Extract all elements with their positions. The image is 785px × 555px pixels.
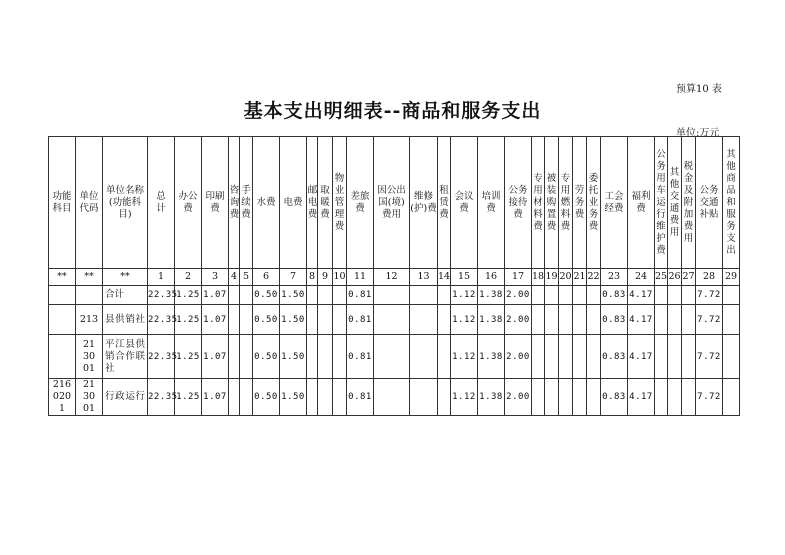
unit-label: 单位:万元: [676, 128, 720, 139]
table-cell: 1.50: [280, 286, 307, 305]
index-cell: 22: [587, 269, 601, 286]
index-cell: 21: [573, 269, 587, 286]
table-cell: 1.12: [451, 305, 478, 335]
table-cell: [240, 335, 253, 379]
header-cell: 电费: [280, 137, 307, 269]
header-cell: 劳务费: [573, 137, 587, 269]
table-cell: [545, 305, 559, 335]
table-cell: 1.07: [202, 286, 229, 305]
index-cell: 28: [696, 269, 723, 286]
table-cell: [318, 379, 333, 416]
header-cell: 水费: [253, 137, 280, 269]
header-cell: 培训费: [478, 137, 505, 269]
table-cell: 22.35: [148, 379, 175, 416]
index-cell: 1: [148, 269, 175, 286]
table-row: [49, 286, 740, 305]
table-cell: 0.81: [347, 305, 374, 335]
table-cell: [587, 379, 601, 416]
table-cell: [545, 335, 559, 379]
table-cell: [573, 286, 587, 305]
index-cell: 16: [478, 269, 505, 286]
table-cell: [668, 305, 682, 335]
table-cell: [655, 305, 668, 335]
table-cell: [682, 379, 696, 416]
index-cell: 23: [601, 269, 628, 286]
table-cell: 213001: [76, 335, 103, 379]
index-cell: 8: [307, 269, 318, 286]
table-cell: [333, 286, 347, 305]
table-cell: 4.17: [628, 286, 655, 305]
table-cell: 行政运行: [103, 379, 148, 416]
index-cell: **: [76, 269, 103, 286]
header-cell: 邮电费: [307, 137, 318, 269]
table-cell: [532, 286, 545, 305]
table-cell: 1.25: [175, 335, 202, 379]
table-cell: [438, 379, 451, 416]
header-cell: 取暖费: [318, 137, 333, 269]
table-cell: 1.38: [478, 379, 505, 416]
table-cell: 0.81: [347, 379, 374, 416]
table-row: [49, 379, 740, 416]
table-cell: 1.38: [478, 286, 505, 305]
table-cell: [76, 286, 103, 305]
table-cell: [545, 286, 559, 305]
header-cell: 福利费: [628, 137, 655, 269]
table-cell: [438, 286, 451, 305]
header-cell: 委托业务费: [587, 137, 601, 269]
table-cell: [573, 305, 587, 335]
table-cell: [318, 305, 333, 335]
table-cell: 0.50: [253, 305, 280, 335]
table-row: [49, 335, 740, 379]
table-cell: 1.50: [280, 305, 307, 335]
table-cell: [682, 335, 696, 379]
table-cell: [307, 335, 318, 379]
table-cell: [587, 335, 601, 379]
table-cell: [723, 379, 740, 416]
table-cell: [333, 335, 347, 379]
table-cell: 4.17: [628, 379, 655, 416]
header-cell: 印刷费: [202, 137, 229, 269]
table-cell: 1.38: [478, 335, 505, 379]
header-cell: 维修(护)费: [410, 137, 438, 269]
table-cell: [229, 286, 240, 305]
table-cell: [559, 379, 573, 416]
table-cell: [374, 286, 410, 305]
table-cell: 7.72: [696, 379, 723, 416]
header-cell: 单位代码: [76, 137, 103, 269]
index-cell: 17: [505, 269, 532, 286]
table-cell: 22.35: [148, 286, 175, 305]
table-cell: 1.07: [202, 335, 229, 379]
index-cell: 25: [655, 269, 668, 286]
index-cell: 2: [175, 269, 202, 286]
table-cell: 2.00: [505, 379, 532, 416]
header-cell: 手续费: [240, 137, 253, 269]
table-cell: [229, 305, 240, 335]
table-cell: 合计: [103, 286, 148, 305]
table-cell: [229, 335, 240, 379]
header-cell: 因公出国(境)费用: [374, 137, 410, 269]
index-cell: 9: [318, 269, 333, 286]
table-cell: 0.50: [253, 335, 280, 379]
table-cell: 1.50: [280, 379, 307, 416]
table-cell: [374, 305, 410, 335]
table-cell: [410, 286, 438, 305]
table-cell: 4.17: [628, 305, 655, 335]
table-cell: [655, 335, 668, 379]
table-cell: [682, 286, 696, 305]
header-row: [49, 137, 740, 269]
table-cell: [545, 379, 559, 416]
table-cell: [307, 286, 318, 305]
table-cell: [240, 379, 253, 416]
table-cell: [668, 286, 682, 305]
table-cell: [559, 335, 573, 379]
header-cell: 功能科目: [49, 137, 76, 269]
table-cell: 1.12: [451, 335, 478, 379]
table-cell: [655, 286, 668, 305]
header-cell: 其他交通费用: [668, 137, 682, 269]
index-cell: 12: [374, 269, 410, 286]
header-cell: 单位名称(功能科目): [103, 137, 148, 269]
table-cell: [723, 335, 740, 379]
header-cell: 公务接待费: [505, 137, 532, 269]
table-cell: [333, 305, 347, 335]
table-cell: [333, 379, 347, 416]
header-cell: 公务用车运行维护费: [655, 137, 668, 269]
table-cell: [307, 379, 318, 416]
page-title: 基本支出明细表--商品和服务支出: [243, 100, 542, 122]
index-cell: 4: [229, 269, 240, 286]
table-cell: 1.12: [451, 286, 478, 305]
table-cell: 1.12: [451, 379, 478, 416]
table-cell: [573, 379, 587, 416]
index-cell: 7: [280, 269, 307, 286]
expense-table: [48, 136, 740, 416]
index-cell: 27: [682, 269, 696, 286]
table-cell: 1.07: [202, 305, 229, 335]
table-cell: [532, 335, 545, 379]
index-cell: 18: [532, 269, 545, 286]
table-cell: 1.25: [175, 305, 202, 335]
table-cell: [318, 335, 333, 379]
table-cell: 0.81: [347, 335, 374, 379]
table-cell: 2.00: [505, 286, 532, 305]
table-cell: 7.72: [696, 286, 723, 305]
table-cell: 0.83: [601, 286, 628, 305]
header-cell: 租赁费: [438, 137, 451, 269]
table-cell: 1.07: [202, 379, 229, 416]
table-cell: [559, 305, 573, 335]
table-cell: 0.83: [601, 335, 628, 379]
header-cell: 公务交通补贴: [696, 137, 723, 269]
table-cell: 0.83: [601, 379, 628, 416]
table-cell: [655, 379, 668, 416]
table-cell: 0.50: [253, 286, 280, 305]
header-cell: 咨询费: [229, 137, 240, 269]
table-cell: 213001: [76, 379, 103, 416]
header-cell: 总计: [148, 137, 175, 269]
table-cell: [318, 286, 333, 305]
table-cell: [374, 379, 410, 416]
table-cell: 0.50: [253, 379, 280, 416]
index-cell: 14: [438, 269, 451, 286]
table-cell: [49, 286, 76, 305]
index-cell: 5: [240, 269, 253, 286]
table-cell: [49, 305, 76, 335]
header-cell: 差旅费: [347, 137, 374, 269]
table-cell: [532, 379, 545, 416]
index-cell: 15: [451, 269, 478, 286]
index-cell: 13: [410, 269, 438, 286]
table-cell: 2.00: [505, 335, 532, 379]
table-cell: 7.72: [696, 305, 723, 335]
index-cell: 6: [253, 269, 280, 286]
header-cell: 工会经费: [601, 137, 628, 269]
table-cell: 1.50: [280, 335, 307, 379]
header-cell: 物业管理费: [333, 137, 347, 269]
index-cell: **: [103, 269, 148, 286]
index-cell: 3: [202, 269, 229, 286]
table-cell: [723, 286, 740, 305]
table-cell: 7.72: [696, 335, 723, 379]
table-cell: 平江县供销合作联社: [103, 335, 148, 379]
index-cell: 10: [333, 269, 347, 286]
table-cell: 2.00: [505, 305, 532, 335]
header-cell: 会议费: [451, 137, 478, 269]
table-cell: 4.17: [628, 335, 655, 379]
table-cell: 1.25: [175, 286, 202, 305]
table-cell: [668, 379, 682, 416]
header-cell: 税金及附加费用: [682, 137, 696, 269]
table-cell: 1.38: [478, 305, 505, 335]
table-cell: [307, 305, 318, 335]
index-cell: 19: [545, 269, 559, 286]
table-cell: [587, 305, 601, 335]
header-cell: 专用材料费: [532, 137, 545, 269]
table-cell: [410, 305, 438, 335]
table-cell: [438, 335, 451, 379]
header-cell: 专用燃料费: [559, 137, 573, 269]
header-cell: 办公费: [175, 137, 202, 269]
header-cell: 被装购置费: [545, 137, 559, 269]
table-cell: [573, 335, 587, 379]
index-cell: 11: [347, 269, 374, 286]
index-cell: 29: [723, 269, 740, 286]
table-cell: [229, 379, 240, 416]
index-cell: 20: [559, 269, 573, 286]
table-cell: [410, 379, 438, 416]
index-cell: 26: [668, 269, 682, 286]
table-cell: [532, 305, 545, 335]
table-cell: 0.83: [601, 305, 628, 335]
table-cell: 1.25: [175, 379, 202, 416]
table-cell: [682, 305, 696, 335]
table-cell: [587, 286, 601, 305]
table-cell: [438, 305, 451, 335]
table-cell: 22.35: [148, 335, 175, 379]
index-cell: 24: [628, 269, 655, 286]
table-cell: 22.35: [148, 305, 175, 335]
table-cell: 213: [76, 305, 103, 335]
table-cell: 2160201: [49, 379, 76, 416]
header-cell: 其他商品和服务支出: [723, 137, 740, 269]
table-row: [49, 305, 740, 335]
index-cell: **: [49, 269, 76, 286]
table-cell: [240, 286, 253, 305]
table-cell: 0.81: [347, 286, 374, 305]
table-cell: [49, 335, 76, 379]
table-cell: [240, 305, 253, 335]
table-cell: [559, 286, 573, 305]
table-cell: 县供销社: [103, 305, 148, 335]
index-row: [49, 269, 740, 286]
table-cell: [723, 305, 740, 335]
table-cell: [374, 335, 410, 379]
page-label: 预算10 表: [676, 84, 722, 95]
table-cell: [410, 335, 438, 379]
table-cell: [668, 335, 682, 379]
